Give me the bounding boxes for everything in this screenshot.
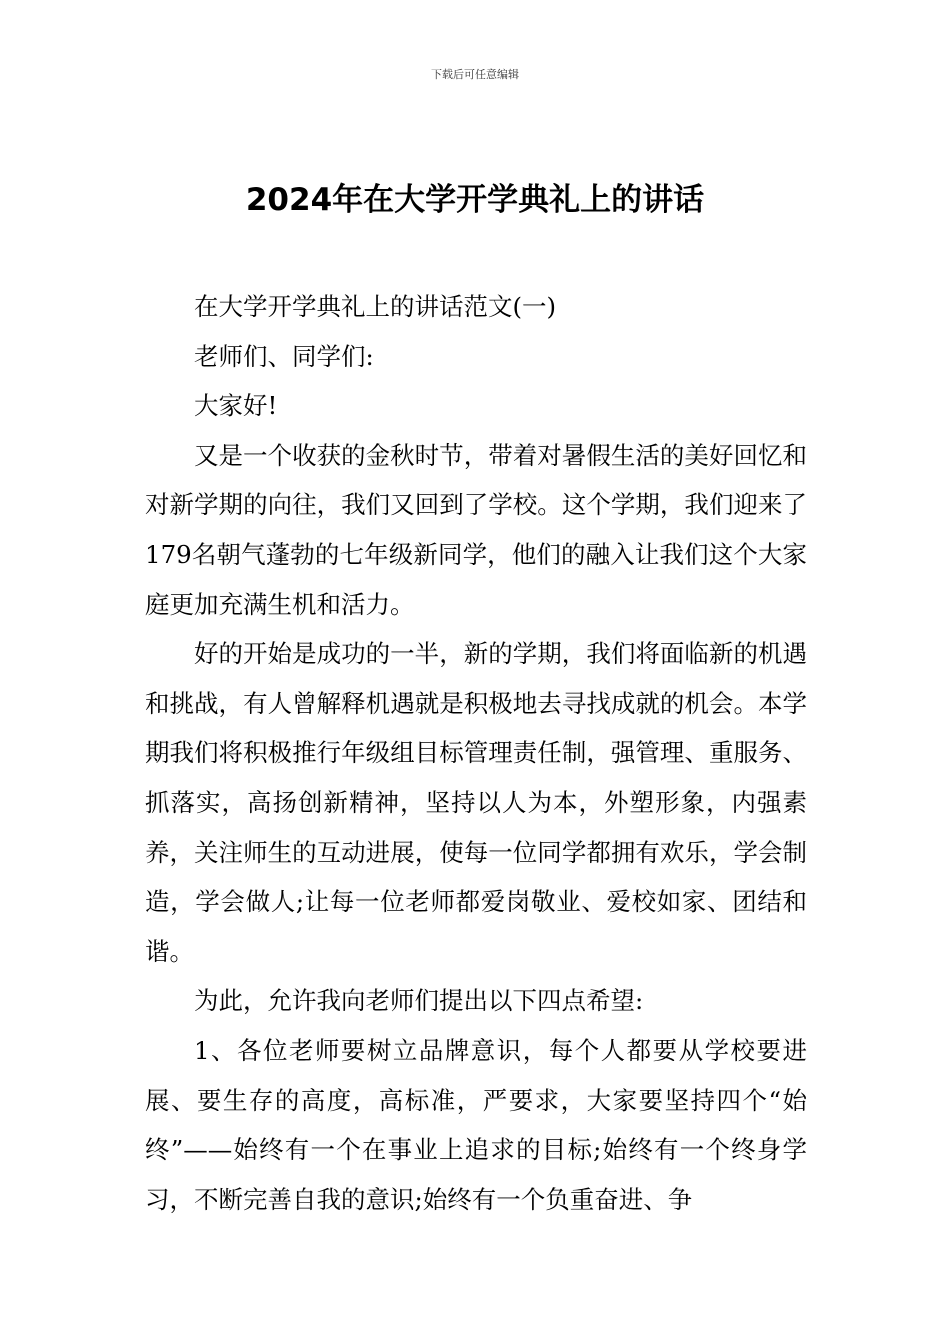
paragraph: 老师们、同学们: (194, 341, 374, 371)
paragraph: 1、各位老师要树立品牌意识，每个人都要从学校要进展、要生存的高度，高标准，严要求，大家要坚持四个“始终”——始终有一个在事业上追求的目标;始终有一个终身学习，不断完善自我的意识;始终有一个负重奋进、争 (145, 1035, 807, 1214)
paragraph: 大家好! (194, 391, 278, 421)
paragraph: 好的开始是成功的一半，新的学期，我们将面临新的机遇和挑战，有人曾解释机遇就是积极地去寻找成就的机会。本学期我们将积极推行年级组目标管理责任制，强管理、重服务、抓落实，高扬创新精神，坚持以人为本，外塑形象，内强素养，关注师生的互动进展，使每一位同学都拥有欢乐，学会制造，学会做人;让每一位老师都爱岗敬业、爱校如家、团结和谐。 (145, 639, 807, 966)
page-header: 下载后可任意编辑 (431, 68, 519, 81)
document-title: 2024年在大学开学典礼上的讲话 (245, 182, 705, 218)
document-body (145, 282, 807, 1224)
paragraph: 在大学开学典礼上的讲话范文(一) (194, 292, 557, 321)
paragraph: 又是一个收获的金秋时节，带着对暑假生活的美好回忆和对新学期的向往，我们又回到了学校。这个学期，我们迎来了179名朝气蓬勃的七年级新同学，他们的融入让我们这个大家庭更加充满生机和活力。 (145, 440, 807, 619)
paragraph: 为此，允许我向老师们提出以下四点希望: (194, 986, 644, 1016)
